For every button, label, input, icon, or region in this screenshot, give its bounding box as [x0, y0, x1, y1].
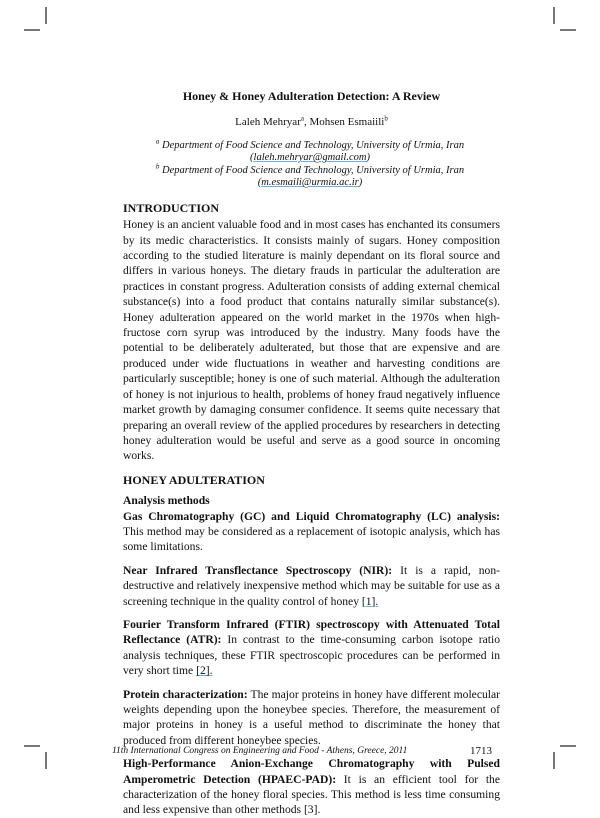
author-sup: a — [300, 114, 304, 123]
sep: , — [303, 116, 310, 129]
page-body — [123, 89, 500, 818]
method-ftir — [123, 617, 500, 679]
aff-sup: a — [155, 137, 160, 146]
aff-text: Department of Food Science and Technology, University of Urmia, Iran ( — [162, 139, 465, 164]
crop-mark — [560, 29, 576, 31]
method-name: Protein characterization: — [123, 687, 248, 701]
crop-mark — [24, 745, 40, 747]
method-nir — [123, 563, 500, 609]
crop-mark — [45, 7, 47, 24]
crop-mark — [24, 29, 40, 31]
method-text: The major proteins in honey have different molecular weights depending upon the honeybee species. Therefore, the measurement of major proteins in honey is a useful method to discriminate the honey that produced from different honeybee species. — [123, 687, 501, 747]
aff-text: Department of Food Science and Technology, University of Urmia, Iran ( — [162, 164, 465, 189]
crop-mark — [560, 745, 576, 747]
citation-link[interactable]: [1]. — [361, 594, 379, 608]
method-text: It is a rapid, non-destructive and relatively inexpensive method which may be suitable for use as a screening technique in the quality control of honey — [123, 563, 500, 608]
subheading-analysis-methods: Analysis methods — [123, 494, 210, 508]
author: Mohsen Esmaiili — [309, 116, 385, 129]
section-heading-introduction: INTRODUCTION — [123, 200, 220, 215]
method-hpaec — [123, 756, 500, 818]
author-sup: b — [384, 114, 388, 123]
method-text: It is an efficient tool for the characterization of the honey floral species. This method is less time consuming and less expensive than other methods [3]. — [123, 772, 500, 817]
affiliation — [110, 162, 510, 190]
method-text: In contrast to the time-consuming carbon isotope ratio analysis techniques, these FTIR spectroscopic procedures can be performed in very short time — [123, 633, 500, 678]
method-text: This method may be considered as a replacement of isotopic analysis, which has some limitations. — [123, 524, 500, 554]
method-name: High-Performance Anion-Exchange Chromatography with Pulsed Amperometric Detection (HPAEC-PAD): — [123, 757, 500, 786]
method-gc-lc — [123, 509, 500, 555]
affiliations — [110, 137, 510, 190]
aff-sup: b — [155, 162, 160, 171]
paper-title — [123, 89, 500, 104]
method-name: Near Infrared Transflectance Spectroscopy (NIR): — [123, 563, 393, 577]
author: Laleh Mehryar — [235, 116, 301, 129]
method-protein — [123, 687, 500, 749]
authors — [123, 115, 500, 130]
crop-mark — [553, 7, 555, 24]
crop-mark — [45, 752, 47, 769]
page-number: 1713 — [470, 745, 492, 757]
method-name: Gas Chromatography (GC) and Liquid Chromatography (LC) analysis: — [123, 509, 500, 523]
affiliation — [110, 137, 510, 165]
title-text: Honey & Honey Adulteration Detection: A Review — [182, 89, 441, 103]
footer-conference: 11th International Congress on Engineering and Food - Athens, Greece, 2011 — [112, 746, 408, 756]
method-name: Fourier Transform Infrared (FTIR) spectroscopy with Attenuated Total Reflectance (ATR): — [123, 617, 500, 647]
aff-end: ) — [366, 152, 370, 164]
citation-link[interactable]: [2]. — [196, 664, 213, 678]
email-link[interactable]: m.esmaili@urmia.ac.ir — [261, 177, 359, 189]
intro-paragraph: Honey is an ancient valuable food and in most cases has enchanted its consumers by its medic characteristics. It consists mainly of sugars. Honey composition according to the studied literature is mainly dependant on its floral source and differs in various honeys. The dietary frauds in particular the adulteration are practices in constant progress. Adulteration consists of adding external chemical substance(s) into a food product that contains naturally similar substance(s). Honey adulteration appeared on the world market in the 1970s when high-fructose corn syrup was introduced by the industry. Many foods have the potential to be deliberately adulterated, but those that are expensive and are produced under wide fluctuations in weather and harvesting conditions are particularly susceptible; honey is one of such material. Although the adulteration of honey is not injurious to health, problems of honey fraud negatively influence market growth by damaging consumer confidence. It seems quite necessary that preparing an overall review of the applied procedures by researchers in detecting honey adulteration would be useful and serve as a good source in oncoming works. — [123, 218, 501, 463]
section-heading-adulteration: HONEY ADULTERATION — [123, 472, 265, 487]
crop-mark — [553, 752, 555, 769]
email-link[interactable]: laleh.mehryar@gmail.com — [253, 152, 367, 164]
aff-end: ) — [358, 177, 363, 189]
